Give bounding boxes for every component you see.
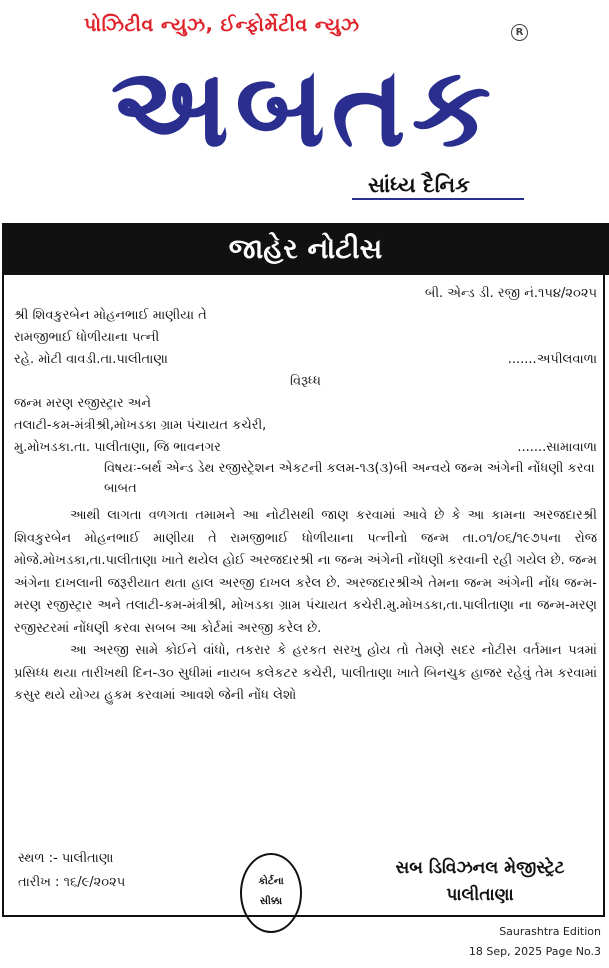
place-date-block (18, 847, 125, 895)
notice-title: જાહેર નોટીસ (2, 223, 609, 275)
notice-subject: વિષયઃ-બર્થ એન્ડ ડેથ રજીસ્ટ્રેશન એકટની કલમ-૧૩(૩)બી અન્વયે જન્મ અંગેની નોંધણી કરવા બાબત (104, 461, 595, 496)
subtitle-underline (352, 198, 524, 200)
respondent-address: મુ.મોખડકા.તા. પાલીતાણા, જિ ભાવનગર (14, 440, 221, 455)
applicant-line: રામજીભાઈ ધોળીયાના પત્ની (14, 330, 160, 345)
public-notice (2, 223, 605, 917)
applicant-address-row (14, 349, 597, 371)
officer-place: પાલીતાણા (446, 885, 514, 905)
applicant-line: શ્રી શિવકુરબેન મોહનભાઈ માણીયા તે (14, 308, 207, 323)
registration-number: બી. એન્ડ ડી. રજી નં.૧૫૪/૨૦૨૫ (424, 286, 597, 301)
applicant-role: .......અપીલવાળા (507, 352, 597, 367)
registered-trademark-icon: R (511, 24, 528, 41)
court-seal (240, 853, 302, 933)
masthead (0, 0, 609, 210)
officer-signature-block (380, 855, 580, 909)
notice-paragraph-2: આ અરજી સામે કોઈને વાંધો, તકરાર કે હરકત સરખુ હોય તો તેમણે સદર નોટીસ વર્તમાન પત્રમાં પ્રસિધ્ધ થયા તારીખથી દિન-૩૦ સુધીમાં નાયબ કલેકટર કચેરી, પાલીતાણા ખાતે બિનચુક હાજર રહેવું તેમ કરવામાં કસુર થયે યોગ્ય હુકમ કરવામાં આવશે જેની નોંધ લેશો (14, 643, 597, 703)
respondent-line: જન્મ મરણ રજીસ્ટ્રાર અને (14, 396, 152, 411)
masthead-tagline: પોઝિટીવ ન્યુઝ, ઈન્ફોર્મેટીવ ન્યુઝ (84, 14, 360, 36)
respondent-role: .......સામાવાળા (517, 440, 597, 455)
notice-date: તારીખ : ૧૬/૯/૨૦૨૫ (18, 875, 126, 890)
notice-paragraph-1: આથી લાગતા વળગતા તમામને આ નોટીસથી જાણ કરવામાં આવે છે કે આ કામના અરજદારશ્રી શિવકુરબેન મોહનભાઈ માણીયા તે રામજીભાઈ ધોળીયાના પત્નીનો જન્મ તા.૦૧/૦૬/૧૯૭૫ના રોજ મોજે.મોખડકા,તા.પાલીતાણા ખાતે થયેલ હોઈ અરજદારશ્રી ના જન્મ અંગેની નોંધણી કરવાની રહી ગયેલ છે. જન્મ અંગેના દાખલાની જરૂરીયાત થતા હાલ અરજી દાખલ કરેલ છે. અરજદારશ્રીએ તેમના જન્મ અંગેની નોંધ જન્મ-મરણ રજીસ્ટ્રાર અને તલાટી-કમ-મંત્રીશ્રી, મોખડકા ગ્રામ પંચાયત કચેરી.મુ.મોખડકા,તા.પાલીતાણા ના જન્મ-મરણ રજીસ્ટરમાં નોંધણી કરવા સબબ આ કોર્ટમાં અરજી કરેલ છે. (14, 508, 597, 636)
officer-title: સબ ડિવિઝનલ મેજીસ્ટ્રેટ (395, 858, 565, 878)
respondent-address-row (14, 437, 597, 459)
edition-name: Saurashtra Edition (499, 925, 601, 938)
notice-body (14, 283, 597, 708)
applicant-address: રહે. મોટી વાવડી.તા.પાલીતાણા (14, 352, 168, 367)
edition-date-page: 18 Sep, 2025 Page No.3 (468, 945, 601, 958)
masthead-subtitle: સાંધ્ય દૈનિક (368, 173, 470, 197)
notice-place: સ્થળ :- પાલીતાણા (18, 851, 114, 866)
edition-info (469, 922, 601, 962)
versus-label: વિરૂધ્ધ (290, 374, 321, 389)
newspaper-logo: અબતક (110, 43, 498, 171)
seal-text: સીક્કા (259, 896, 283, 907)
seal-text: કોર્ટના (258, 876, 284, 887)
respondent-line: તલાટી-કમ-મંત્રીશ્રી,મોખડકા ગ્રામ પંચાયત કચેરી, (14, 418, 267, 433)
